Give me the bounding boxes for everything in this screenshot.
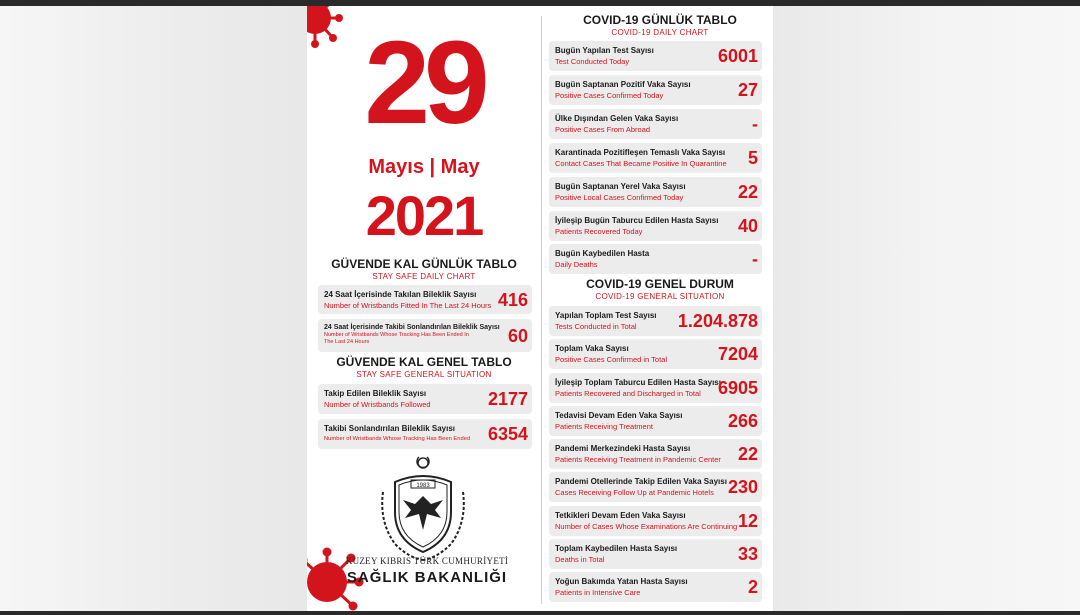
row-value: 2177 bbox=[487, 389, 528, 409]
row-label-tr: Yapılan Toplam Test Sayısı bbox=[555, 311, 657, 320]
row-label-tr: İyileşip Toplam Taburcu Edilen Hasta Sayısı bbox=[555, 378, 721, 387]
ministry-name: SAĞLIK BAKANLIĞI bbox=[346, 569, 508, 586]
row-value: 416 bbox=[497, 290, 528, 310]
covid-daily-row bbox=[549, 143, 762, 173]
date-day: 29 bbox=[364, 17, 484, 149]
covid-general-row bbox=[549, 472, 762, 502]
covid-daily-row bbox=[549, 211, 762, 241]
covid-general-row bbox=[549, 373, 762, 403]
row-label-en: Patients Recovered Today bbox=[555, 227, 643, 236]
covid-general-row bbox=[549, 539, 762, 569]
row-value: 2 bbox=[747, 577, 758, 597]
bottom-bar bbox=[0, 611, 1080, 615]
date-month: Mayıs | May bbox=[368, 156, 480, 178]
covid-general-title: COVID-19 GENEL DURUM bbox=[586, 277, 734, 291]
row-label-en: Number of Wristbands Fitted In The Last 24 Hours bbox=[324, 301, 492, 310]
row-label-tr: Bugün Yapılan Test Sayısı bbox=[555, 46, 654, 55]
covid-daily-row bbox=[549, 177, 762, 207]
covid-daily-row bbox=[549, 109, 762, 139]
covid-daily-row bbox=[549, 244, 762, 274]
row-value: 60 bbox=[507, 326, 528, 346]
row-label-tr: İyileşip Bugün Taburcu Edilen Hasta Sayısı bbox=[555, 216, 719, 225]
row-label-en: Positive Cases From Abroad bbox=[555, 125, 651, 134]
row-value: 12 bbox=[737, 511, 758, 531]
row-label-tr: Toplam Vaka Sayısı bbox=[555, 344, 629, 353]
date-year: 2021 bbox=[365, 184, 483, 247]
stay-safe-general-title: GÜVENDE KAL GENEL TABLO bbox=[336, 355, 512, 369]
row-label-tr: Bugün Saptanan Pozitif Vaka Sayısı bbox=[555, 80, 691, 89]
row-label-tr: Tetkikleri Devam Eden Vaka Sayısı bbox=[555, 511, 686, 520]
row-label-tr: Bugün Saptanan Yerel Vaka Sayısı bbox=[555, 182, 686, 191]
row-label-en: Positive Cases Confirmed in Total bbox=[555, 355, 667, 364]
stay-safe-daily-row bbox=[318, 319, 532, 352]
ministry-country-name: KUZEY KIBRIS TÜRK CUMHURİYETİ bbox=[345, 556, 509, 566]
row-value: 230 bbox=[727, 477, 758, 497]
row-value: 7204 bbox=[717, 344, 758, 364]
row-label-en: Tests Conducted in Total bbox=[555, 322, 637, 331]
row-label-en: Patients Receiving Treatment in Pandemic Center bbox=[555, 455, 721, 464]
row-label-en: Patients Receiving Treatment bbox=[555, 422, 653, 431]
row-label-tr: Bugün Kaybedilen Hasta bbox=[555, 249, 650, 258]
row-value: 266 bbox=[727, 411, 758, 431]
row-label-tr: Karantinada Pozitifleşen Temaslı Vaka Sayısı bbox=[555, 148, 726, 157]
row-label-en: Number of Cases Whose Examinations Are Continuing bbox=[555, 522, 738, 531]
stay-safe-daily-title: GÜVENDE KAL GÜNLÜK TABLO bbox=[331, 257, 517, 271]
row-value: 22 bbox=[737, 182, 758, 202]
row-label-en: Deaths in Total bbox=[555, 555, 605, 564]
row-label-en: Daily Deaths bbox=[555, 260, 598, 269]
stay-safe-daily-subtitle: STAY SAFE DAILY CHART bbox=[372, 272, 476, 281]
row-value: - bbox=[752, 114, 758, 134]
row-label-tr: Toplam Kaybedilen Hasta Sayısı bbox=[555, 544, 678, 553]
ministry-emblem-icon bbox=[375, 452, 471, 562]
background-right bbox=[773, 6, 1080, 611]
stay-safe-general-row bbox=[318, 384, 532, 414]
row-label-en: Patients Recovered and Discharged in Total bbox=[555, 389, 701, 398]
background-left bbox=[0, 6, 307, 611]
covid-daily-row bbox=[549, 75, 762, 105]
covid-general-row bbox=[549, 339, 762, 369]
row-label-en: Positive Cases Confirmed Today bbox=[555, 91, 664, 100]
row-label-tr: 24 Saat İçerisinde Takibi Sonlandırılan Bileklik Sayısı bbox=[324, 324, 500, 331]
row-value: - bbox=[752, 249, 758, 269]
row-label-tr: 24 Saat İçerisinde Takılan Bileklik Sayısı bbox=[324, 290, 477, 299]
covid-general-row bbox=[549, 406, 762, 436]
row-label-en: Cases Receiving Follow Up at Pandemic Hotels bbox=[555, 488, 714, 497]
row-label-tr: Takibi Sonlandırılan Bileklik Sayısı bbox=[324, 424, 456, 433]
column-divider bbox=[541, 16, 542, 604]
stay-safe-general-subtitle: STAY SAFE GENERAL SITUATION bbox=[356, 370, 492, 379]
row-label-tr: Tedavisi Devam Eden Vaka Sayısı bbox=[555, 411, 683, 420]
covid-general-row bbox=[549, 439, 762, 469]
row-value: 6905 bbox=[717, 378, 758, 398]
row-label-en: Test Conducted Today bbox=[555, 57, 630, 66]
row-value: 33 bbox=[737, 544, 758, 564]
row-value: 6001 bbox=[717, 46, 758, 66]
row-value: 22 bbox=[737, 444, 758, 464]
row-value: 6354 bbox=[487, 424, 528, 444]
covid-general-row bbox=[549, 506, 762, 536]
covid-general-row bbox=[549, 572, 762, 602]
row-label-tr: Pandemi Merkezindeki Hasta Sayısı bbox=[555, 444, 691, 453]
row-label-en: Positive Local Cases Confirmed Today bbox=[555, 193, 684, 202]
row-label-tr: Pandemi Otellerinde Takip Edilen Vaka Sayısı bbox=[555, 477, 727, 486]
row-label-tr: Ülke Dışından Gelen Vaka Sayısı bbox=[555, 114, 679, 123]
covid-daily-row bbox=[549, 41, 762, 71]
svg-text:1983: 1983 bbox=[416, 483, 430, 489]
row-label-en: Number of Wristbands Whose Tracking Has Been Ended bbox=[324, 436, 471, 442]
row-label-en: Contact Cases That Became Positive In Quarantine bbox=[555, 159, 727, 168]
covid-daily-title: COVID-19 GÜNLÜK TABLO bbox=[583, 13, 737, 27]
covid-daily-subtitle: COVID-19 DAILY CHART bbox=[611, 28, 709, 37]
row-value: 5 bbox=[747, 148, 758, 168]
row-value: 1.204.878 bbox=[677, 311, 758, 331]
row-label-tr: Takip Edilen Bileklik Sayısı bbox=[324, 389, 427, 398]
row-label-tr: Yoğun Bakımda Yatan Hasta Sayısı bbox=[555, 577, 688, 586]
row-label-en: Number of Wristbands Whose Tracking Has Been Ended In The Last 24 Hours bbox=[324, 332, 469, 345]
covid-general-subtitle: COVID-19 GENERAL SITUATION bbox=[595, 292, 725, 301]
row-label-en: Number of Wristbands Followed bbox=[324, 400, 431, 409]
stay-safe-daily-row bbox=[318, 285, 532, 314]
stay-safe-general-row bbox=[318, 419, 532, 449]
covid-general-row bbox=[549, 306, 762, 336]
row-value: 40 bbox=[737, 216, 758, 236]
row-label-en: Patients in Intensive Care bbox=[555, 588, 641, 597]
covid-poster bbox=[307, 6, 773, 611]
row-value: 27 bbox=[737, 80, 758, 100]
